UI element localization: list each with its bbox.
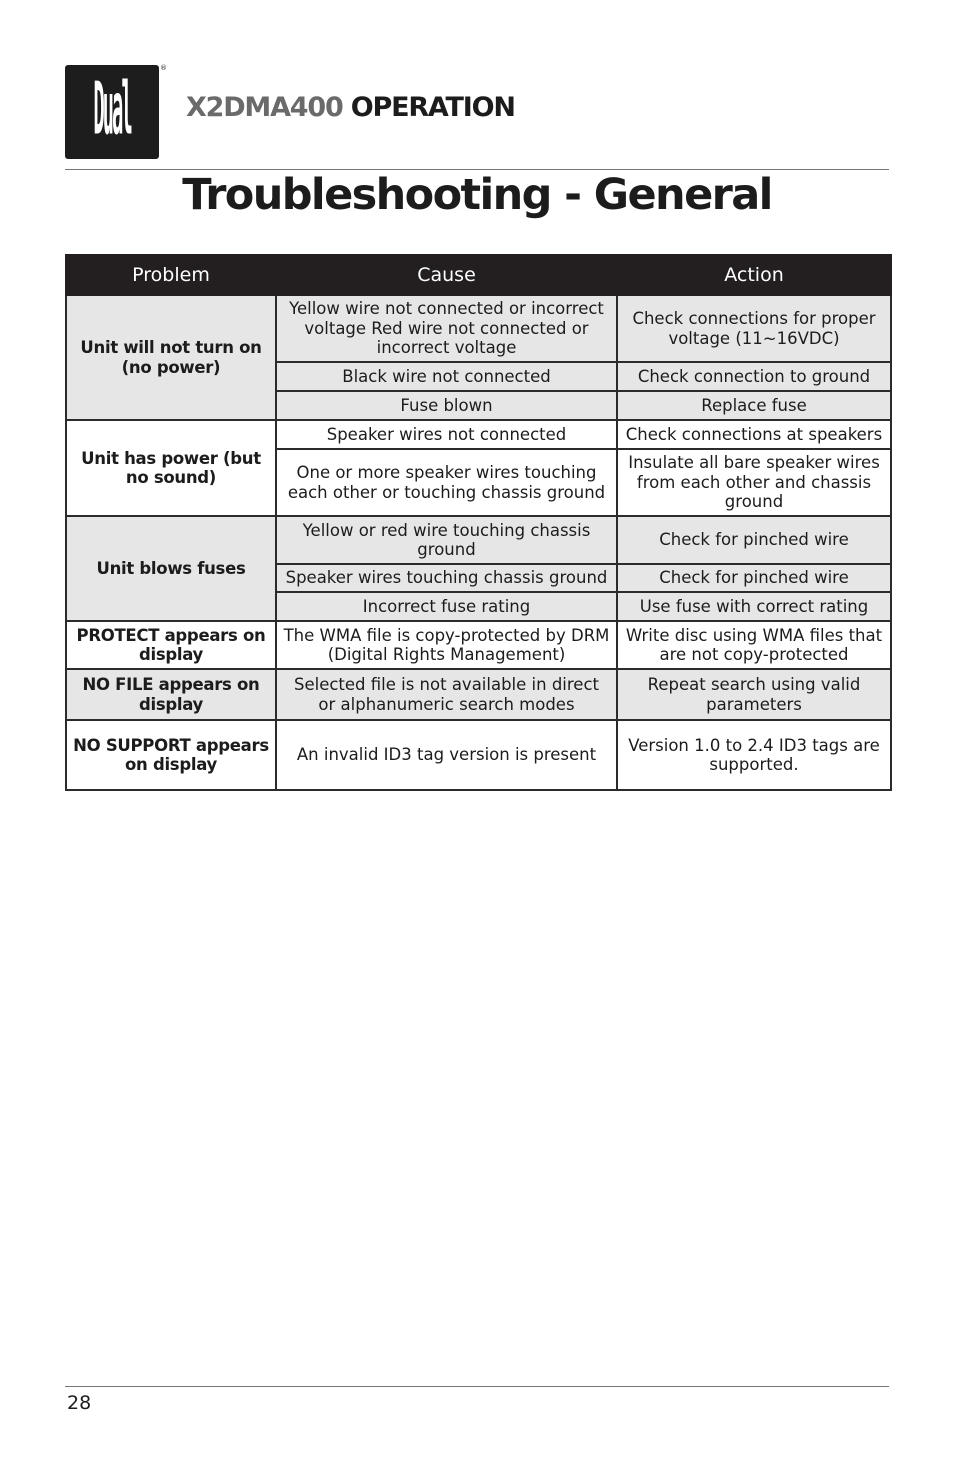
registered-mark: ® [160,64,167,72]
action-cell: Repeat search using valid parameters [617,669,891,720]
operation-label: OPERATION [350,92,515,123]
table-header-row [66,255,891,295]
page-number: 28 [67,1392,92,1414]
page-title: Troubleshooting - General [182,170,772,220]
column-header-cause: Cause [276,255,617,295]
table-row [66,669,891,720]
problem-cell: Unit will not turn on (no power) [66,295,276,420]
action-cell: Use fuse with correct rating [617,592,891,621]
action-cell: Check connections for proper voltage (11~16VDC) [617,295,891,362]
table-row [66,621,891,669]
cause-cell: Yellow or red wire touching chassis ground [276,516,617,564]
table-row [66,295,891,362]
problem-cell: NO SUPPORT appears on display [66,720,276,790]
cause-cell: Incorrect fuse rating [276,592,617,621]
section-heading [186,92,515,123]
action-cell: Replace fuse [617,391,891,420]
column-header-problem: Problem [66,255,276,295]
cause-cell: Speaker wires not connected [276,420,617,449]
cause-cell: One or more speaker wires touching each other or touching chassis ground [276,449,617,516]
problem-cell: NO FILE appears on display [66,669,276,720]
dual-logo [65,65,159,159]
cause-cell: Yellow wire not connected or incorrect voltage Red wire not connected or incorrect voltage [276,295,617,362]
logo-text: Dual [93,68,131,153]
problem-cell: Unit has power (but no sound) [66,420,276,516]
table-row [66,720,891,790]
action-cell: Check connection to ground [617,362,891,391]
cause-cell: Black wire not connected [276,362,617,391]
cause-cell: Selected file is not available in direct or alphanumeric search modes [276,669,617,720]
action-cell: Version 1.0 to 2.4 ID3 tags are supported. [617,720,891,790]
cause-cell: The WMA file is copy-protected by DRM (Digital Rights Management) [276,621,617,669]
table-row [66,420,891,449]
table-row [66,516,891,564]
action-cell: Insulate all bare speaker wires from each other and chassis ground [617,449,891,516]
problem-cell: PROTECT appears on display [66,621,276,669]
problem-cell: Unit blows fuses [66,516,276,621]
footer-divider [65,1386,889,1387]
cause-cell: Speaker wires touching chassis ground [276,564,617,592]
action-cell: Write disc using WMA files that are not copy-protected [617,621,891,669]
action-cell: Check for pinched wire [617,516,891,564]
cause-cell: An invalid ID3 tag version is present [276,720,617,790]
troubleshooting-table [65,254,892,791]
action-cell: Check connections at speakers [617,420,891,449]
cause-cell: Fuse blown [276,391,617,420]
action-cell: Check for pinched wire [617,564,891,592]
model-name: X2DMA400 [186,92,343,123]
column-header-action: Action [617,255,891,295]
